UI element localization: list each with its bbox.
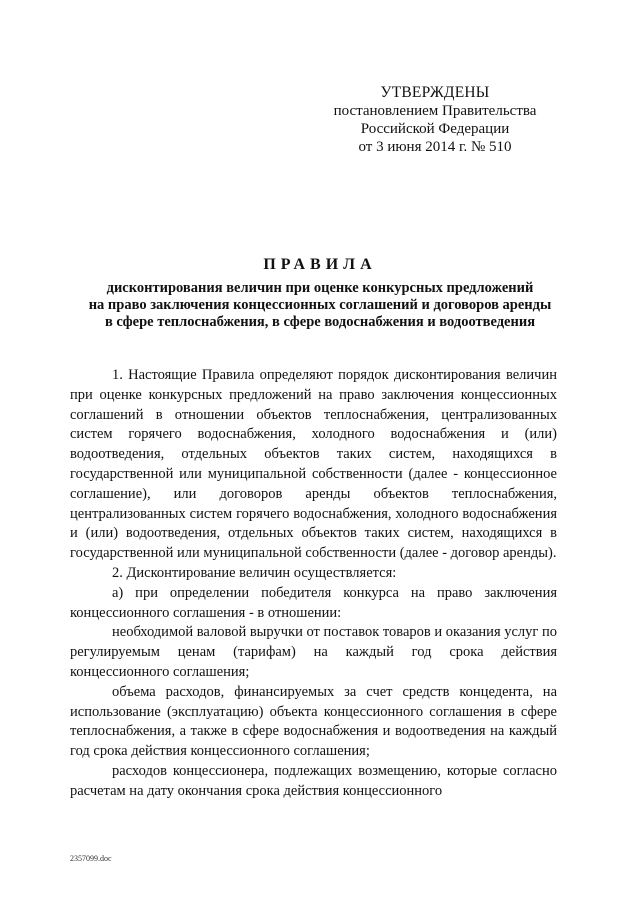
- paragraph-concessionaire-costs: расходов концессионера, подлежащих возмещению, которые согласно расчетам на дату окончания срока действия концессионного: [70, 762, 557, 799]
- paragraph-1: 1. Настоящие Правила определяют порядок дисконтирования величин при оценке конкурсных предложений на право заключения концессионных соглашений в отношении объектов теплоснабжения, централизованных систем горячего водоснабжения, холодного водоснабжения и (или) водоотведения, отдельных объектов таких систем, находящихся в государственной или муниципальной собственности (далее - концессионное соглашение), или договоров аренды объектов теплоснабжения, централизованных систем горячего водоснабжения, холодного водоснабжения и (или) водоотведения, отдельных объектов таких систем, находящихся в государственной или муниципальной собственности (далее - договор аренды).: [70, 367, 557, 562]
- document-subtitle: [60, 280, 580, 331]
- subtitle-line: дисконтирования величин при оценке конкурсных предложений: [106, 280, 534, 296]
- subtitle-line: на право заключения концессионных соглашений и договоров аренды: [88, 297, 552, 313]
- approval-line-date: от 3 июня 2014 г. № 510: [358, 139, 512, 155]
- subtitle-line: в сфере теплоснабжения, в сфере водоснабжения и водоотведения: [104, 314, 536, 330]
- document-title: ПРАВИЛА: [263, 256, 377, 273]
- approval-heading: УТВЕРЖДЕНЫ: [380, 84, 490, 101]
- file-name-footer: 2357099.doc: [70, 854, 112, 863]
- paragraph-2: 2. Дисконтирование величин осуществляется:: [112, 564, 397, 581]
- paragraph-2a: а) при определении победителя конкурса на право заключения концессионного соглашения - в отношении:: [70, 584, 557, 621]
- approval-block: [330, 84, 540, 156]
- approval-line-resolution: постановлением Правительства: [333, 103, 537, 119]
- paragraph-revenue: необходимой валовой выручки от поставок товаров и оказания услуг по регулируемым ценам (тарифам) на каждый год срока действия концессионного соглашения;: [70, 624, 557, 680]
- document-body: [70, 366, 557, 802]
- paragraph-expenses: объема расходов, финансируемых за счет средств концедента, на использование (эксплуатацию) объекта концессионного соглашения в сфере теплоснабжения, а также в сфере водоснабжения и водоотведения на каждый год срока действия концессионного соглашения;: [70, 683, 557, 760]
- approval-line-government: Российской Федерации: [360, 121, 510, 137]
